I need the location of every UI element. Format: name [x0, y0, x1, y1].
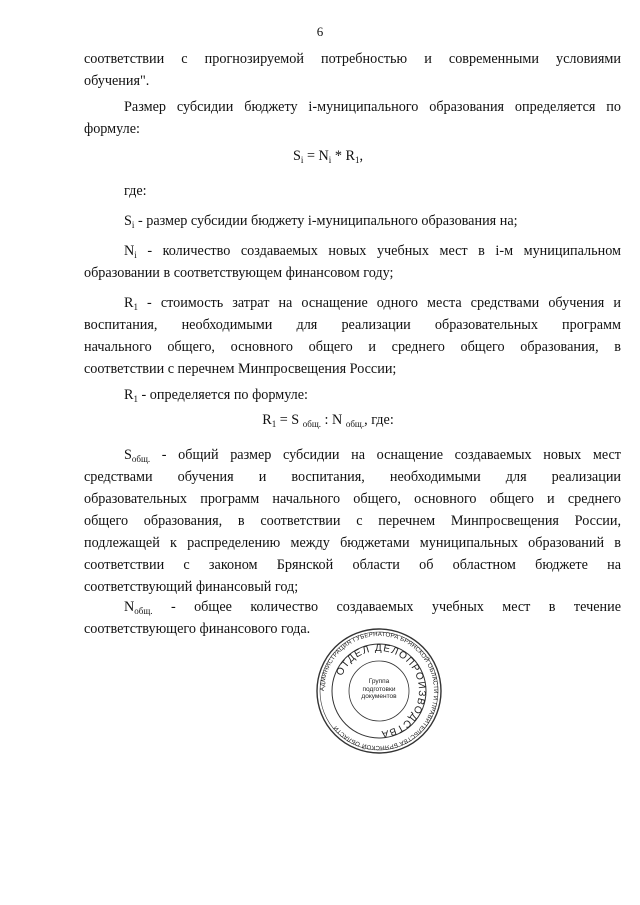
- page-number: 6: [316, 24, 324, 39]
- paragraph-formula-intro: Размер субсидии бюджету i-муниципального образования определяется по формуле:: [84, 99, 621, 137]
- formula-r1: $R_1 = S$ $_{общ.}$ : N $_{общ.}$, где:: [262, 412, 394, 429]
- definition-s-total: $S_{общ.}$ - общий размер субсидии на оснащение создаваемых новых мест средствами обучения и воспитания, необходимыми для реализации образовательных программ начального общего, основного общего и среднего общего образования, в соответствии с перечнем Минпросвещения России, подлежащей к распределению между бюджетами муниципальных образований в соответствии с законом Брянской области об областном бюджете на соответствующий финансовый год;: [84, 447, 621, 595]
- where-label: где:: [124, 183, 147, 199]
- formula-si: $S_i = N_i * R_1$,: [293, 148, 363, 165]
- official-seal: [314, 626, 444, 756]
- definition-si: $S_i$ - размер субсидии бюджету i-муниципального образования на;: [124, 213, 518, 230]
- definition-r1-formula-intro: $R_1$ - определяется по формуле:: [124, 387, 309, 404]
- paragraph-continuation: соответствии с прогнозируемой потребностью и современными условиями обучения".: [84, 51, 621, 89]
- svg-text:АДМИНИСТРАЦИЯ ГУБЕРНАТОРА БРЯН: АДМИНИСТРАЦИЯ ГУБЕРНАТОРА БРЯНСКОЙ ОБЛАСТИ И ПРАВИТЕЛЬСТВА БРЯНСКОЙ ОБЛАСТИ: [318, 630, 440, 752]
- seal-center-text: Группа подготовки документов: [361, 678, 397, 700]
- definition-r1: $R_1$ - стоимость затрат на оснащение одного места средствами обучения и воспитания, необходимыми для реализации образовательных программ начального общего, основного общего и среднего общего образования, в соответствии с перечнем Минпросвещения России;: [84, 295, 621, 377]
- definition-n-total: $N_{общ.}$ - общее количество создаваемых учебных мест в течение соответствующего финансового года.: [84, 599, 621, 637]
- svg-text:ОТДЕЛ ДЕЛОПРОИЗВОДСТВА: ОТДЕЛ ДЕЛОПРОИЗВОДСТВА: [334, 642, 428, 740]
- definition-ni: $N_i$ - количество создаваемых новых учебных мест в i-м муниципальном образовании в соответствующем финансовом году;: [84, 243, 621, 281]
